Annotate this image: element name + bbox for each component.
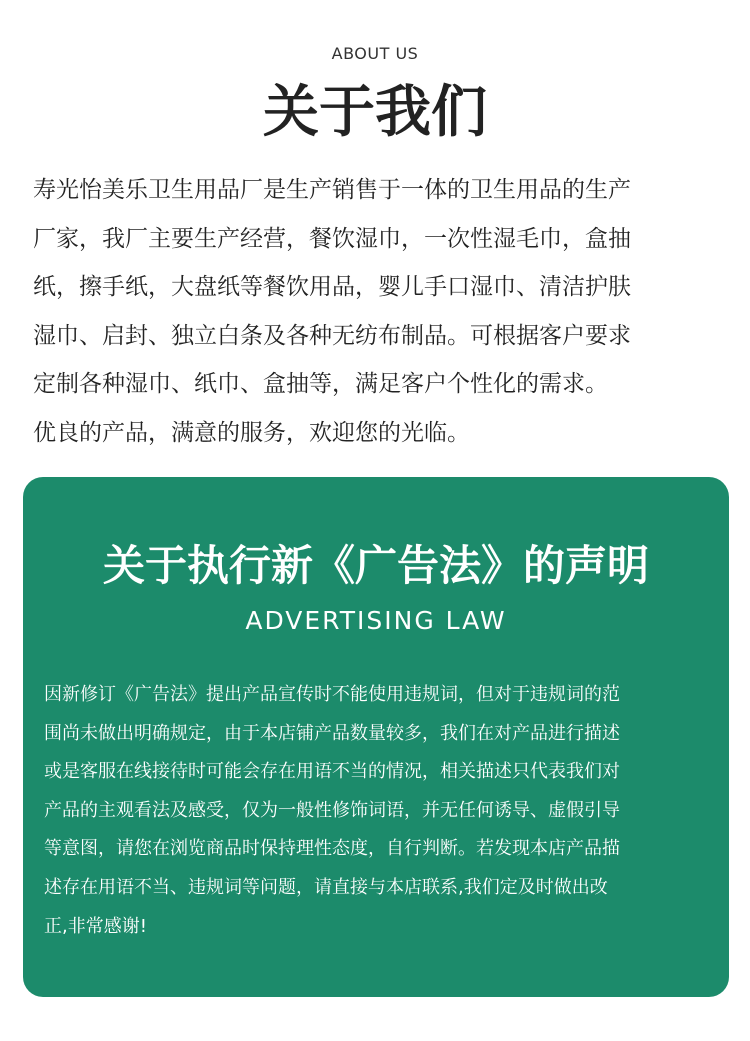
notice-line: 等意图，请您在浏览商品时保持理性态度，自行判断。若发现本店产品描 [44,838,620,860]
about-subtitle: ABOUT US [331,44,419,63]
notice-line: 述存在用语不当、违规词等问题，请直接与本店联系,我们定及时做出改 [44,876,608,898]
notice-line: 或是客服在线接待时可能会存在用语不当的情况，相关描述只代表我们对 [44,761,620,783]
notice-line: 围尚未做出明确规定，由于本店铺产品数量较多，我们在对产品进行描述 [44,722,620,744]
notice-line: 因新修订《广告法》提出产品宣传时不能使用违规词，但对于违规词的范 [44,684,620,705]
notice-line: 正,非常感谢! [44,915,147,937]
about-line: 纸，擦手纸，大盘纸等餐饮用品，婴儿手口湿巾、清洁护肤 [33,274,631,301]
notice-subtitle: ADVERTISING LAW [245,606,507,635]
notice-body [44,676,724,946]
about-line: 寿光怡美乐卫生用品厂是生产销售于一体的卫生用品的生产 [33,177,631,203]
about-line: 定制各种湿巾、纸巾、盒抽等，满足客户个性化的需求。 [33,371,608,398]
about-line: 优良的产品，满意的服务，欢迎您的光临。 [33,419,470,446]
about-description [33,166,723,458]
notice-line: 产品的主观看法及感受，仅为一般性修饰词语，并无任何诱导、虚假引导 [44,799,620,821]
about-title: 关于我们 [263,80,487,145]
about-line: 湿巾、启封、独立白条及各种无纺布制品。可根据客户要求 [33,322,631,349]
about-line: 厂家，我厂主要生产经营，餐饮湿巾，一次性湿毛巾，盒抽 [33,225,631,252]
notice-title: 关于执行新《广告法》的声明 [102,541,649,590]
